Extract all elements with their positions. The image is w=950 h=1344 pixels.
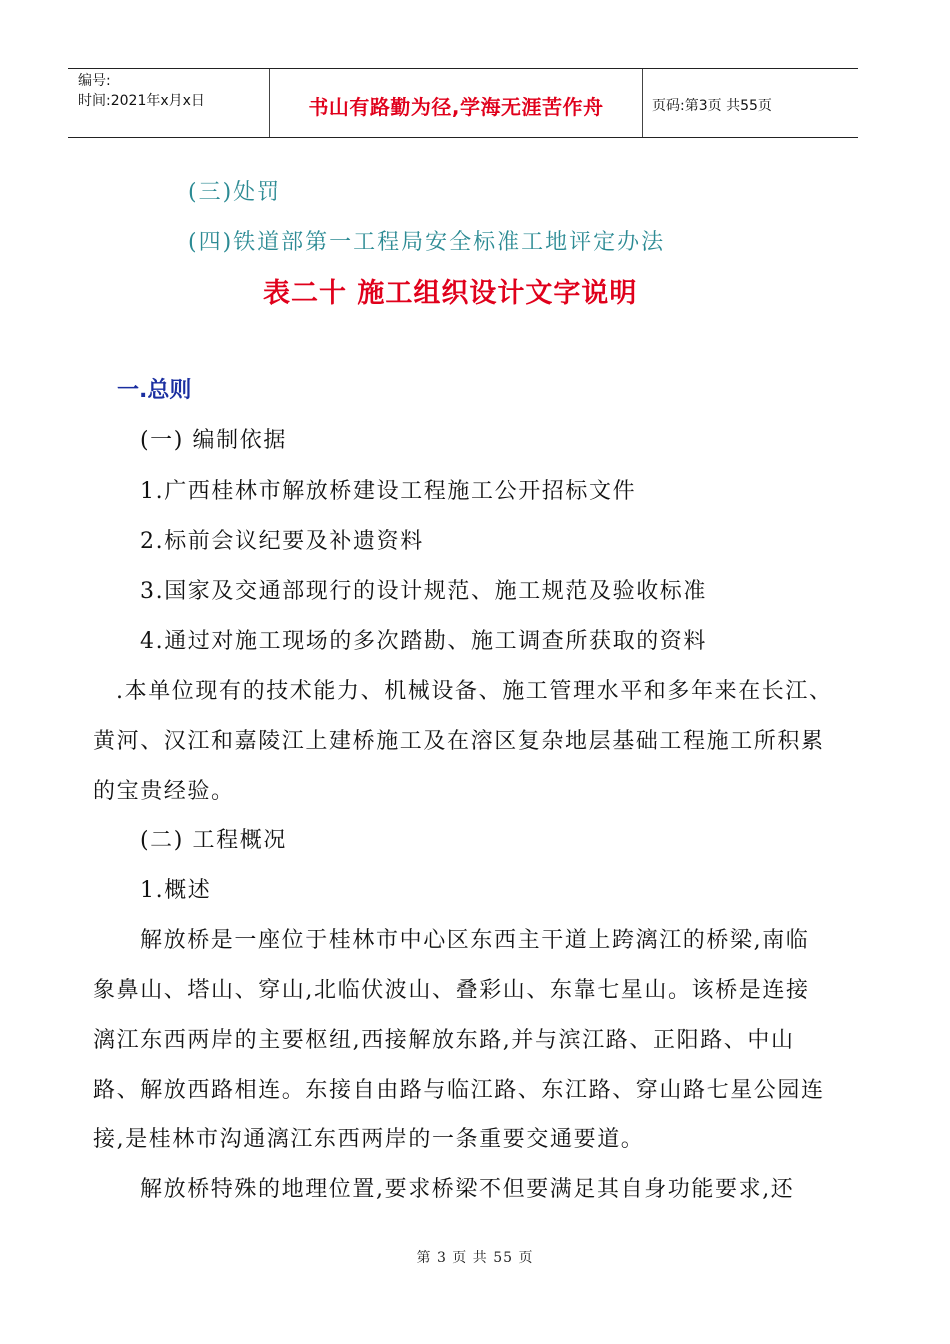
subsection-overview: (二) 工程概况 xyxy=(140,828,287,853)
paragraph-1-line-4: 路、解放西路相连。东接自由路与临江路、东江路、穿山路七星公园连 xyxy=(93,1078,825,1103)
page-footer: 第 3 页 共 55 页 xyxy=(416,1250,534,1266)
header-meta xyxy=(68,69,270,137)
basis-item-4: 4.通过对施工现场的多次踏勘、施工调查所获取的资料 xyxy=(140,629,707,654)
basis-item-3: 3.国家及交通部现行的设计规范、施工规范及验收标准 xyxy=(140,579,707,604)
line-si-evaluation-method: (四)铁道部第一工程局安全标准工地评定办法 xyxy=(188,230,666,255)
header-time-label: 时间:2021年x月x日 xyxy=(78,93,205,109)
basis-item-2: 2.标前会议纪要及补遗资料 xyxy=(140,529,424,554)
paragraph-1-line-3: 漓江东西两岸的主要枢纽,西接解放东路,并与滨江路、正阳路、中山 xyxy=(93,1028,795,1053)
page-header xyxy=(68,68,858,138)
line-san-punishment: (三)处罚 xyxy=(188,180,282,205)
overview-item-1: 1.概述 xyxy=(140,878,212,903)
subsection-basis: (一) 编制依据 xyxy=(140,428,287,453)
basis-item-5-line-2: 黄河、汉江和嘉陵江上建桥施工及在溶区复杂地层基础工程施工所积累 xyxy=(93,729,825,754)
header-number-label: 编号: xyxy=(78,73,111,89)
paragraph-1-line-2: 象鼻山、塔山、穿山,北临伏波山、叠彩山、东靠七星山。该桥是连接 xyxy=(93,978,810,1003)
paragraph-2-line-1: 解放桥特殊的地理位置,要求桥梁不但要满足其自身功能要求,还 xyxy=(140,1177,795,1202)
paragraph-1-line-1: 解放桥是一座位于桂林市中心区东西主干道上跨漓江的桥梁,南临 xyxy=(140,928,810,953)
header-motto: 书山有路勤为径,学海无涯苦作舟 xyxy=(270,69,643,137)
document-title: 表二十 施工组织设计文字说明 xyxy=(263,278,638,309)
basis-item-5-line-1: .本单位现有的技术能力、机械设备、施工管理水平和多年来在长江、 xyxy=(116,679,833,704)
section-general: 一.总则 xyxy=(117,378,192,403)
header-page-info: 页码:第3页 共55页 xyxy=(652,98,772,114)
paragraph-1-line-5: 接,是桂林市沟通漓江东西两岸的一条重要交通要道。 xyxy=(93,1127,645,1152)
basis-item-1: 1.广西桂林市解放桥建设工程施工公开招标文件 xyxy=(140,479,637,504)
basis-item-5-line-3: 的宝贵经验。 xyxy=(93,779,235,804)
